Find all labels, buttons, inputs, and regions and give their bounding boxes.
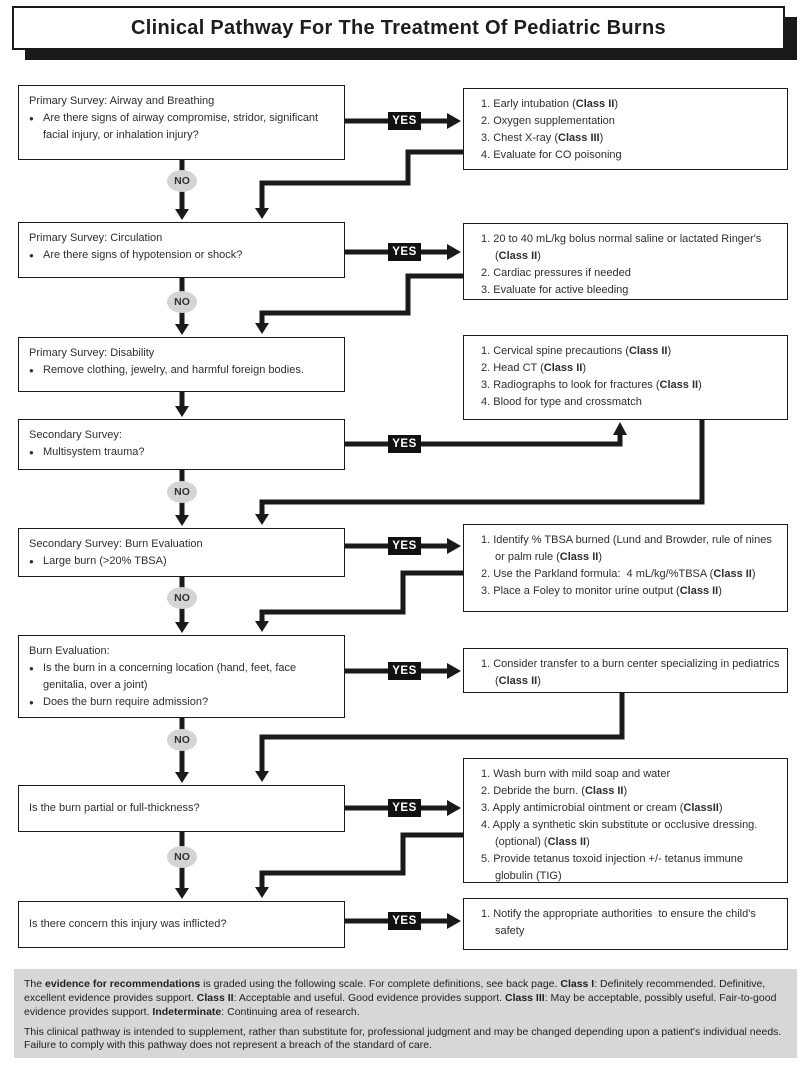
yes-label: YES	[388, 537, 421, 555]
page-title: Clinical Pathway For The Treatment Of Pediatric Burns	[131, 16, 666, 39]
bullet-text: Are there signs of hypotension or shock?	[43, 249, 243, 262]
action-item: 1. Wash burn with mild soap and water	[481, 768, 671, 780]
decision-box-airway-breathing	[18, 85, 345, 160]
decision-title: Burn Evaluation:	[29, 645, 110, 657]
decision-title: Is there concern this injury was inflicted?	[29, 918, 227, 931]
action-item: 1. Early intubation (Class II)	[481, 98, 618, 110]
action-item: 4. Apply a synthetic skin substitute or occlusive dressing. (optional) (Class II)	[481, 819, 761, 849]
bullet-item	[29, 553, 340, 570]
decision-box-circulation	[18, 222, 345, 278]
action-items	[481, 343, 782, 411]
bullet-item	[29, 362, 340, 379]
bullet-dot: ●	[29, 366, 34, 376]
decision-bullets	[29, 110, 340, 144]
bullet-dot: ●	[29, 114, 34, 124]
decision-box-burn-location-admission	[18, 635, 345, 718]
footer-paragraph-grading: The evidence for recommendations is graded using the following scale. For complete definitions, see back page. Class I: Definitely recommended. Definitive, excellent evidence provides support. Class II: Acceptable and useful. Good evidence provides support. Class III: May be acceptable, possibly useful. Fair-to-good evidence provides support. Indeterminate: Continuing area of research.	[24, 978, 777, 1018]
decision-box-inflicted-injury	[18, 901, 345, 948]
decision-bullets	[29, 362, 340, 379]
decision-box-burn-thickness	[18, 785, 345, 832]
bullet-dot: ●	[29, 698, 34, 708]
bullet-item	[29, 110, 340, 144]
bullet-item	[29, 444, 340, 461]
action-box-transfer	[463, 648, 788, 693]
decision-bullets	[29, 444, 340, 461]
action-item: 2. Oxygen supplementation	[481, 115, 615, 128]
bullet-text: Does the burn require admission?	[43, 696, 209, 709]
action-box-airway	[463, 88, 788, 170]
action-item: 3. Place a Foley to monitor urine output (Class II)	[481, 585, 722, 598]
no-label: NO	[167, 481, 197, 503]
no-label: NO	[167, 729, 197, 751]
action-items	[481, 231, 782, 299]
bullet-text: Remove clothing, jewelry, and harmful foreign bodies.	[43, 364, 304, 377]
action-item: 2. Cardiac pressures if needed	[481, 267, 631, 280]
action-item: 2. Debride the burn. (Class II)	[481, 785, 628, 798]
action-item: 3. Evaluate for active bleeding	[481, 284, 629, 297]
title-bar	[12, 6, 785, 50]
decision-box-multisystem-trauma	[18, 419, 345, 470]
no-label: NO	[167, 846, 197, 868]
bullet-text: Multisystem trauma?	[43, 446, 145, 459]
decision-title: Is the burn partial or full-thickness?	[29, 802, 200, 815]
bullet-text: Are there signs of airway compromise, stridor, significant facial injury, or inhalation injury?	[43, 112, 319, 142]
evidence-grading-footer	[14, 969, 797, 1058]
no-label: NO	[167, 587, 197, 609]
yes-label: YES	[388, 112, 421, 130]
decision-bullets	[29, 660, 340, 711]
bullet-dot: ●	[29, 664, 34, 674]
no-label: NO	[167, 291, 197, 313]
decision-title: Primary Survey: Airway and Breathing	[29, 95, 215, 107]
yes-label: YES	[388, 912, 421, 930]
bullet-item	[29, 660, 340, 694]
action-item: 1. Cervical spine precautions (Class II)	[481, 345, 672, 357]
action-box-wound-care	[463, 758, 788, 883]
decision-title: Secondary Survey: Burn Evaluation	[29, 538, 203, 550]
footer-paragraph-disclaimer: This clinical pathway is intended to supplement, rather than substitute for, professional judgment and may be changed depending upon a patient's individual needs. Failure to comply with this pathway does not represent a breach of the standard of care.	[24, 1025, 782, 1052]
decision-box-disability	[18, 337, 345, 392]
decision-title: Primary Survey: Circulation	[29, 232, 163, 244]
action-item: 4. Blood for type and crossmatch	[481, 396, 642, 409]
action-item: 4. Evaluate for CO poisoning	[481, 149, 622, 162]
no-label: NO	[167, 170, 197, 192]
action-item: 2. Head CT (Class II)	[481, 362, 586, 375]
yes-label: YES	[388, 799, 421, 817]
yes-label: YES	[388, 435, 421, 453]
action-item: 3. Radiographs to look for fractures (Class II)	[481, 379, 702, 392]
bullet-item	[29, 247, 340, 264]
action-items	[481, 532, 782, 600]
action-box-circulation	[463, 223, 788, 300]
action-items	[481, 906, 782, 940]
bullet-dot: ●	[29, 557, 34, 567]
bullet-item	[29, 694, 340, 711]
action-items	[481, 96, 782, 164]
action-box-authorities	[463, 898, 788, 950]
action-box-burn-size	[463, 524, 788, 612]
action-item: 1. 20 to 40 mL/kg bolus normal saline or lactated Ringer's (Class II)	[481, 233, 765, 263]
decision-title: Primary Survey: Disability	[29, 347, 155, 359]
decision-title: Secondary Survey:	[29, 429, 122, 441]
action-item: 3. Chest X-ray (Class III)	[481, 132, 604, 145]
action-item: 2. Use the Parkland formula: 4 mL/kg/%TBSA (Class II)	[481, 568, 756, 581]
action-items	[481, 656, 782, 690]
bullet-text: Large burn (>20% TBSA)	[43, 555, 167, 568]
action-item: 1. Consider transfer to a burn center specializing in pediatrics (Class II)	[481, 658, 783, 688]
bullet-dot: ●	[29, 251, 34, 261]
yes-label: YES	[388, 662, 421, 680]
bullet-text: Is the burn in a concerning location (hand, feet, face genitalia, over a joint)	[43, 662, 297, 692]
action-item: 3. Apply antimicrobial ointment or cream (ClassII)	[481, 802, 723, 815]
action-items	[481, 766, 782, 885]
decision-bullets	[29, 553, 340, 570]
bullet-dot: ●	[29, 448, 34, 458]
decision-box-burn-evaluation	[18, 528, 345, 577]
decision-bullets	[29, 247, 340, 264]
action-item: 1. Notify the appropriate authorities to ensure the child's safety	[481, 908, 759, 938]
action-item: 1. Identify % TBSA burned (Lund and Browder, rule of nines or palm rule (Class II)	[481, 534, 775, 564]
action-box-trauma	[463, 335, 788, 420]
yes-label: YES	[388, 243, 421, 261]
action-item: 5. Provide tetanus toxoid injection +/- tetanus immune globulin (TIG)	[481, 853, 747, 883]
